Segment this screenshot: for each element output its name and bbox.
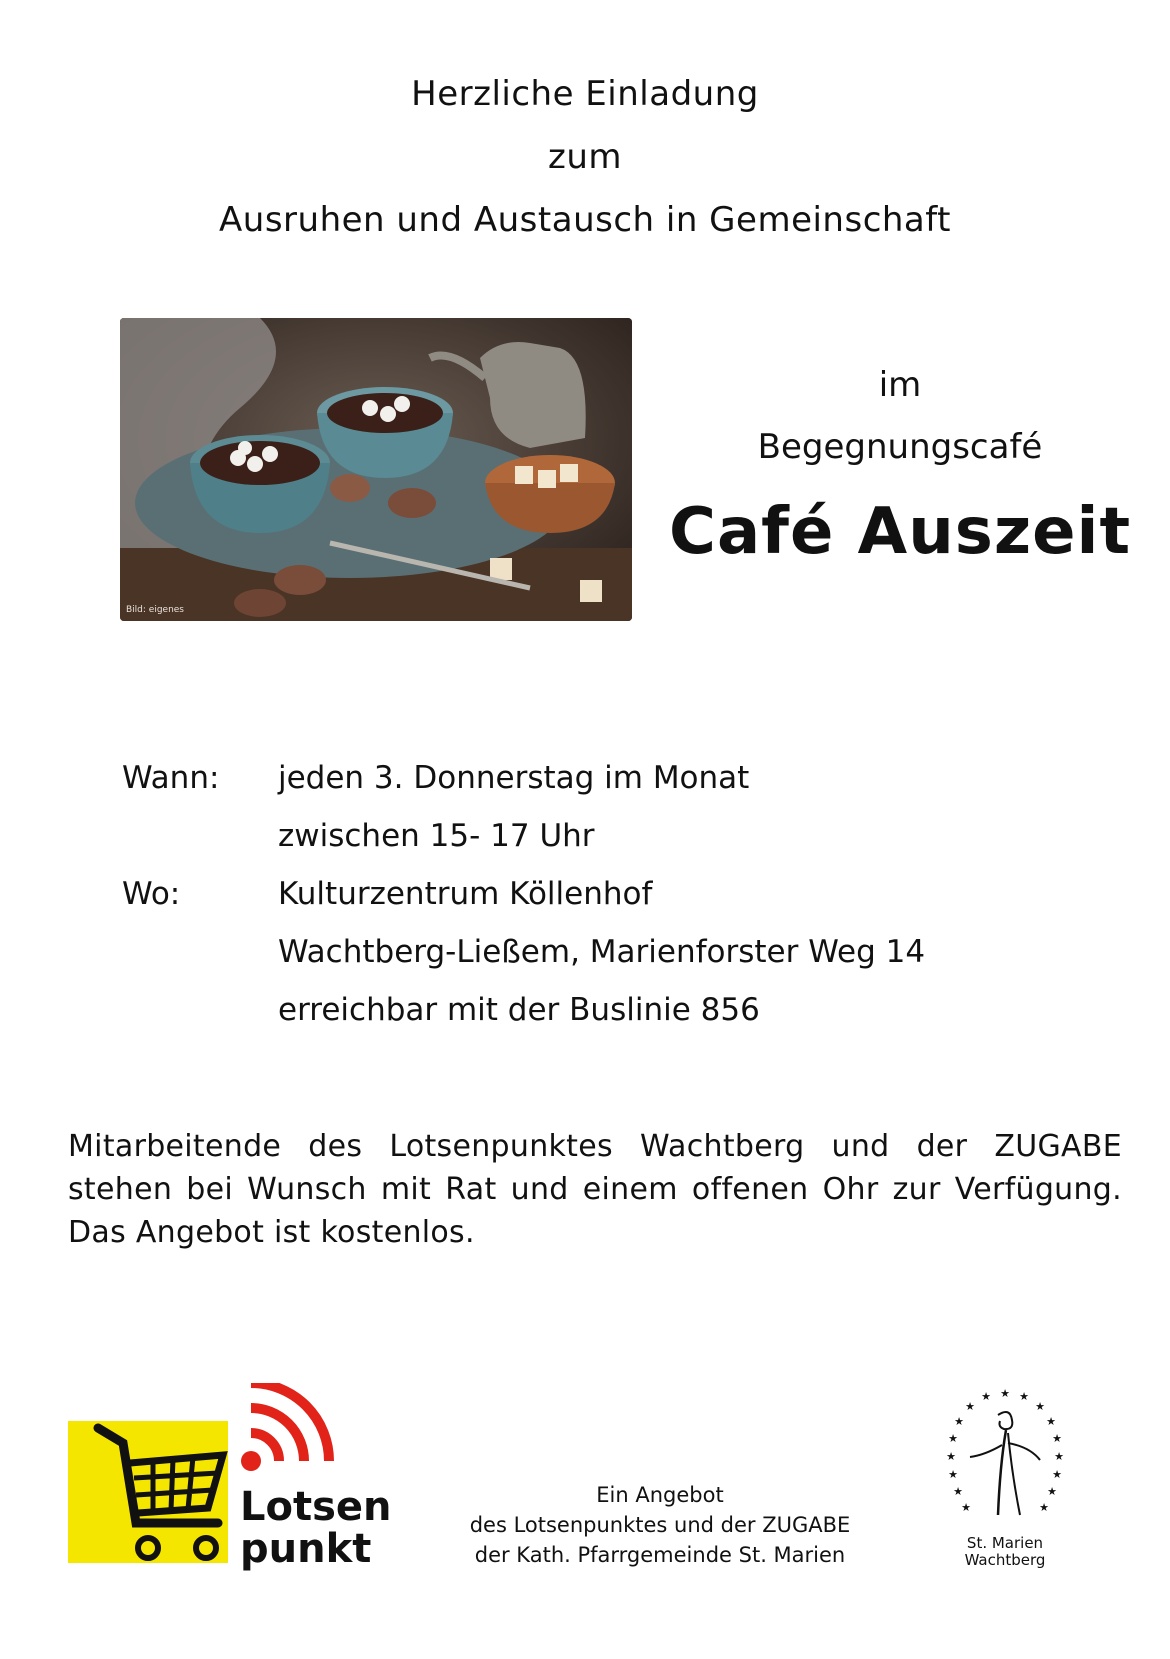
svg-text:★: ★ — [981, 1390, 991, 1403]
where-bus: erreichbar mit der Buslinie 856 — [278, 992, 760, 1028]
marien-line1: St. Marien — [966, 1534, 1044, 1552]
svg-text:★: ★ — [1052, 1468, 1062, 1481]
svg-text:★: ★ — [946, 1450, 956, 1463]
hot-chocolate-photo — [120, 318, 632, 621]
invitation-subtitle: Ausruhen und Austausch in Gemeinschaft — [219, 200, 951, 240]
st-marien-logo — [940, 1385, 1070, 1575]
venue-type: Begegnungscafé — [757, 427, 1043, 467]
when-day: jeden 3. Donnerstag im Monat — [278, 760, 750, 796]
where-venue: Kulturzentrum Köllenhof — [278, 876, 653, 912]
lotsen-logo-word2: punkt — [240, 1526, 372, 1572]
svg-text:★: ★ — [1019, 1390, 1029, 1403]
svg-text:★: ★ — [953, 1485, 963, 1498]
when-label: Wann: — [122, 760, 220, 796]
lotsenpunkt-logo — [68, 1383, 398, 1573]
offer-line2: des Lotsenpunktes und der ZUGABE — [469, 1513, 851, 1537]
svg-text:★: ★ — [1035, 1400, 1045, 1413]
invitation-title: Herzliche Einladung — [411, 74, 759, 114]
description-paragraph: Mitarbeitende des Lotsenpunktes Wachtberg und der ZUGABE stehen bei Wunsch mit Rat und einem offenen Ohr zur Verfügung. Das Angebot ist kostenlos. — [68, 1129, 1122, 1250]
when-time: zwischen 15- 17 Uhr — [278, 818, 595, 854]
invitation-subtitle-zum: zum — [547, 137, 622, 177]
marien-line2: Wachtberg — [964, 1551, 1046, 1569]
photo-illustration — [120, 318, 632, 621]
svg-text:★: ★ — [948, 1468, 958, 1481]
svg-text:★: ★ — [1047, 1485, 1057, 1498]
svg-text:★: ★ — [1000, 1387, 1010, 1400]
svg-text:★: ★ — [1039, 1501, 1049, 1514]
venue-name: Café Auszeit — [668, 495, 1132, 569]
madonna-stars-icon — [940, 1385, 1070, 1545]
svg-text:★: ★ — [961, 1501, 971, 1514]
svg-text:★: ★ — [948, 1432, 958, 1445]
svg-text:★: ★ — [1054, 1450, 1064, 1463]
lotsen-logo-word1: Lotsen — [240, 1484, 392, 1530]
offer-line3: der Kath. Pfarrgemeinde St. Marien — [474, 1543, 846, 1567]
photo-credit: Bild: eigenes — [126, 605, 184, 615]
offer-line1: Ein Angebot — [596, 1483, 724, 1507]
svg-text:★: ★ — [1052, 1432, 1062, 1445]
where-label: Wo: — [122, 876, 181, 912]
svg-text:★: ★ — [1046, 1415, 1056, 1428]
svg-text:★: ★ — [965, 1400, 975, 1413]
svg-text:★: ★ — [954, 1415, 964, 1428]
venue-prefix: im — [878, 365, 922, 405]
where-address: Wachtberg-Ließem, Marienforster Weg 14 — [278, 934, 926, 970]
